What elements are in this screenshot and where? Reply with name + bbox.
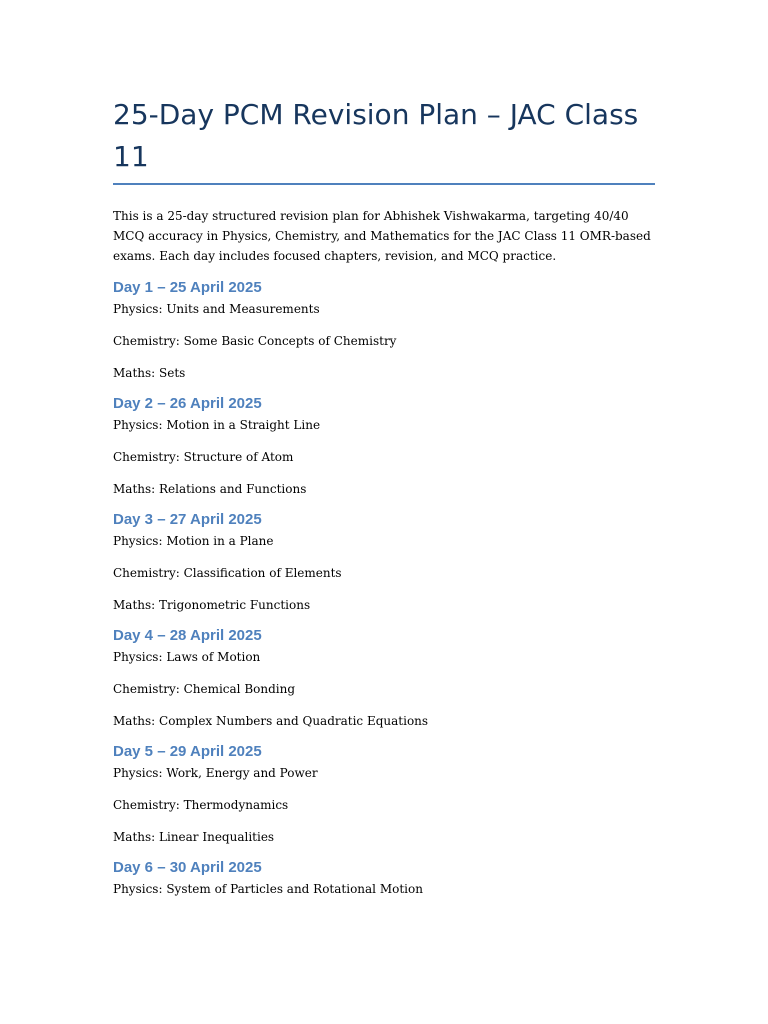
maths-line: Maths: Relations and Functions — [113, 482, 307, 496]
physics-line: Physics: System of Particles and Rotational Motion — [113, 882, 423, 896]
day-section — [113, 394, 655, 498]
day-heading: Day 6 – 30 April 2025 — [113, 859, 262, 876]
chemistry-line: Chemistry: Some Basic Concepts of Chemistry — [113, 334, 397, 348]
day-section — [113, 742, 655, 846]
chemistry-line: Chemistry: Classification of Elements — [113, 566, 342, 580]
day-section — [113, 510, 655, 614]
day-heading: Day 2 – 26 April 2025 — [113, 395, 262, 412]
chemistry-line: Chemistry: Thermodynamics — [113, 798, 289, 812]
day-heading: Day 5 – 29 April 2025 — [113, 743, 262, 760]
physics-line: Physics: Laws of Motion — [113, 650, 261, 664]
maths-line: Maths: Complex Numbers and Quadratic Equations — [113, 714, 429, 728]
day-heading: Day 3 – 27 April 2025 — [113, 511, 262, 528]
day-section — [113, 858, 655, 898]
document-title: 25-Day PCM Revision Plan – JAC Class 11 — [113, 98, 639, 173]
physics-line: Physics: Units and Measurements — [113, 302, 320, 316]
maths-line: Maths: Linear Inequalities — [113, 830, 275, 844]
chemistry-line: Chemistry: Structure of Atom — [113, 450, 294, 464]
maths-line: Maths: Sets — [113, 366, 186, 380]
day-section — [113, 626, 655, 730]
physics-line: Physics: Motion in a Straight Line — [113, 418, 321, 432]
day-section — [113, 278, 655, 382]
physics-line: Physics: Work, Energy and Power — [113, 766, 318, 780]
title-underline — [113, 183, 655, 185]
chemistry-line: Chemistry: Chemical Bonding — [113, 682, 296, 696]
day-heading: Day 1 – 25 April 2025 — [113, 279, 262, 296]
physics-line: Physics: Motion in a Plane — [113, 534, 274, 548]
maths-line: Maths: Trigonometric Functions — [113, 598, 311, 612]
day-heading: Day 4 – 28 April 2025 — [113, 627, 262, 644]
document-page — [113, 94, 655, 912]
intro-paragraph: This is a 25-day structured revision plan for Abhishek Vishwakarma, targeting 40/40 MCQ accuracy in Physics, Chemistry, and Mathematics for the JAC Class 11 OMR-based exams. Each day includes focused chapters, revision, and MCQ practice. — [113, 209, 651, 263]
